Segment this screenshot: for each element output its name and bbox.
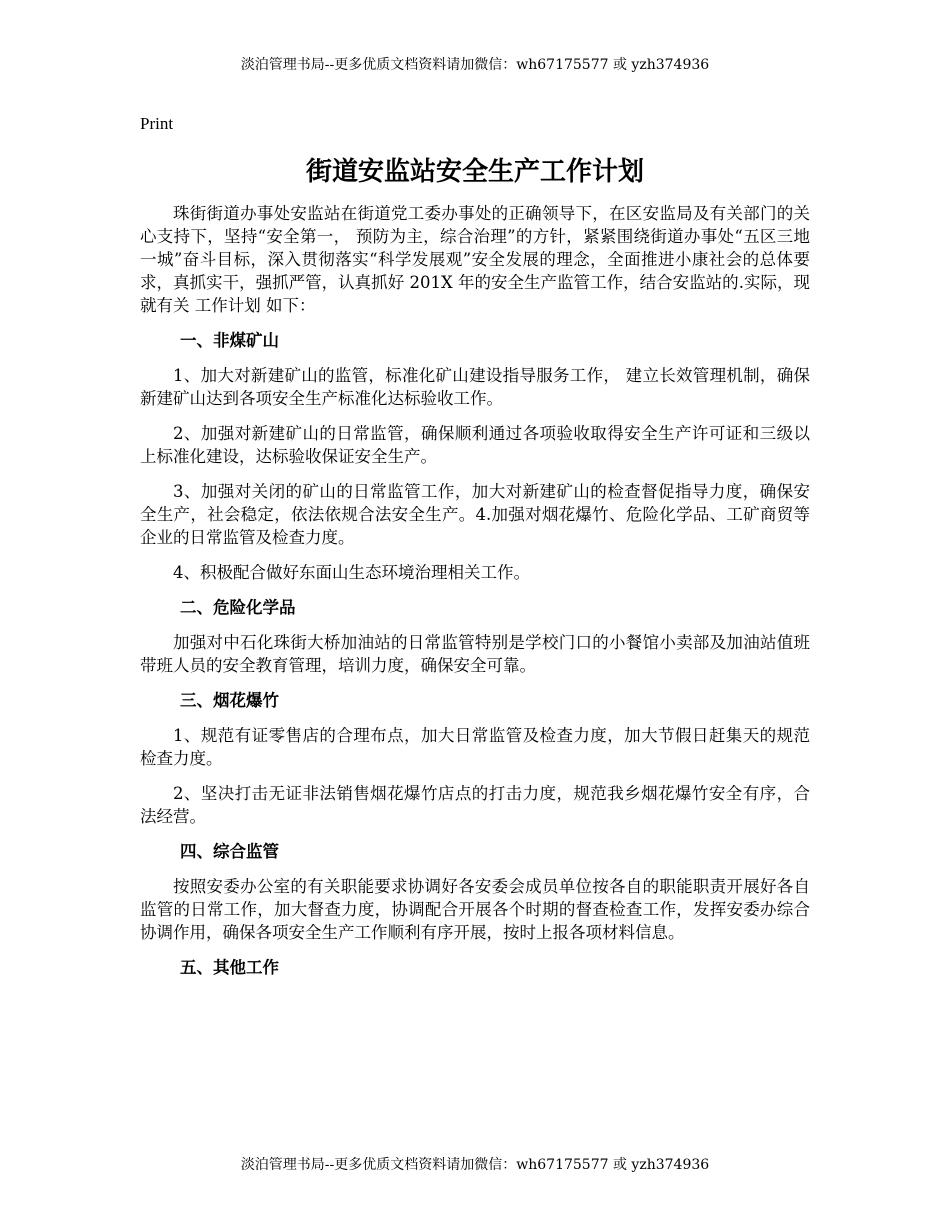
page-footer: 淡泊管理书局--更多优质文档资料请加微信：wh67175577 或 yzh374936 — [240, 1157, 710, 1173]
section-paragraph: 按照安委办公室的有关职能要求协调好各安委会成员单位按各自的职能职责开展好各自监管的日常工作，加大督查力度，协调配合开展各个时期的督查检查工作，发挥安委办综合协调作用，确保各项安全生产工作顺利有序开展，按时上报各项材料信息。 — [140, 877, 810, 942]
print-label: Print — [140, 114, 174, 133]
document-body — [140, 112, 810, 991]
section-paragraph: 4、积极配合做好东面山生态环境治理相关工作。 — [173, 563, 530, 582]
section-paragraph: 2、坚决打击无证非法销售烟花爆竹店点的打击力度，规范我乡烟花爆竹安全有序，合法经营。 — [140, 784, 810, 826]
section-heading: 四、综合监管 — [180, 842, 279, 861]
section-paragraph: 3、加强对关闭的矿山的日常监管工作，加大对新建矿山的检查督促指导力度，确保安全生产，社会稳定，依法依规合法安全生产。4.加强对烟花爆竹、危险化学品、工矿商贸等企业的日常监管及检查力度。 — [140, 482, 810, 547]
section-paragraph: 1、加大对新建矿山的监管，标准化矿山建设指导服务工作， 建立长效管理机制，确保新建矿山达到各项安全生产标准化达标验收工作。 — [140, 366, 810, 408]
section-heading: 二、危险化学品 — [180, 598, 296, 617]
section-heading: 三、烟花爆竹 — [180, 691, 279, 710]
section-heading: 五、其他工作 — [180, 958, 279, 977]
section-paragraph: 2、加强对新建矿山的日常监管，确保顺利通过各项验收取得安全生产许可证和三级以上标准化建设，达标验收保证安全生产。 — [140, 424, 810, 466]
section-paragraph: 加强对中石化珠街大桥加油站的日常监管特别是学校门口的小餐馆小卖部及加油站值班带班人员的安全教育管理，培训力度，确保安全可靠。 — [140, 633, 810, 675]
page-header: 淡泊管理书局--更多优质文档资料请加微信：wh67175577 或 yzh374936 — [240, 57, 710, 73]
intro-paragraph: 珠街街道办事处安监站在街道党工委办事处的正确领导下，在区安监局及有关部门的关心支持下，坚持“安全第一， 预防为主，综合治理”的方针，紧紧围绕街道办事处“五区三地一城”奋斗目标，深入贯彻落实“科学发展观”安全发展的理念，全面推进小康社会的总体要求，真抓实干，强抓严管，认真抓好 201X 年的安全生产监管工作，结合安监站的.实际，现就有关 工作计划 如下： — [140, 204, 810, 315]
page-title: 街道安监站安全生产工作计划 — [305, 157, 644, 187]
section-heading: 一、非煤矿山 — [180, 331, 279, 350]
section-paragraph: 1、规范有证零售店的合理布点，加大日常监管及检查力度，加大节假日赶集天的规范检查力度。 — [140, 726, 810, 768]
